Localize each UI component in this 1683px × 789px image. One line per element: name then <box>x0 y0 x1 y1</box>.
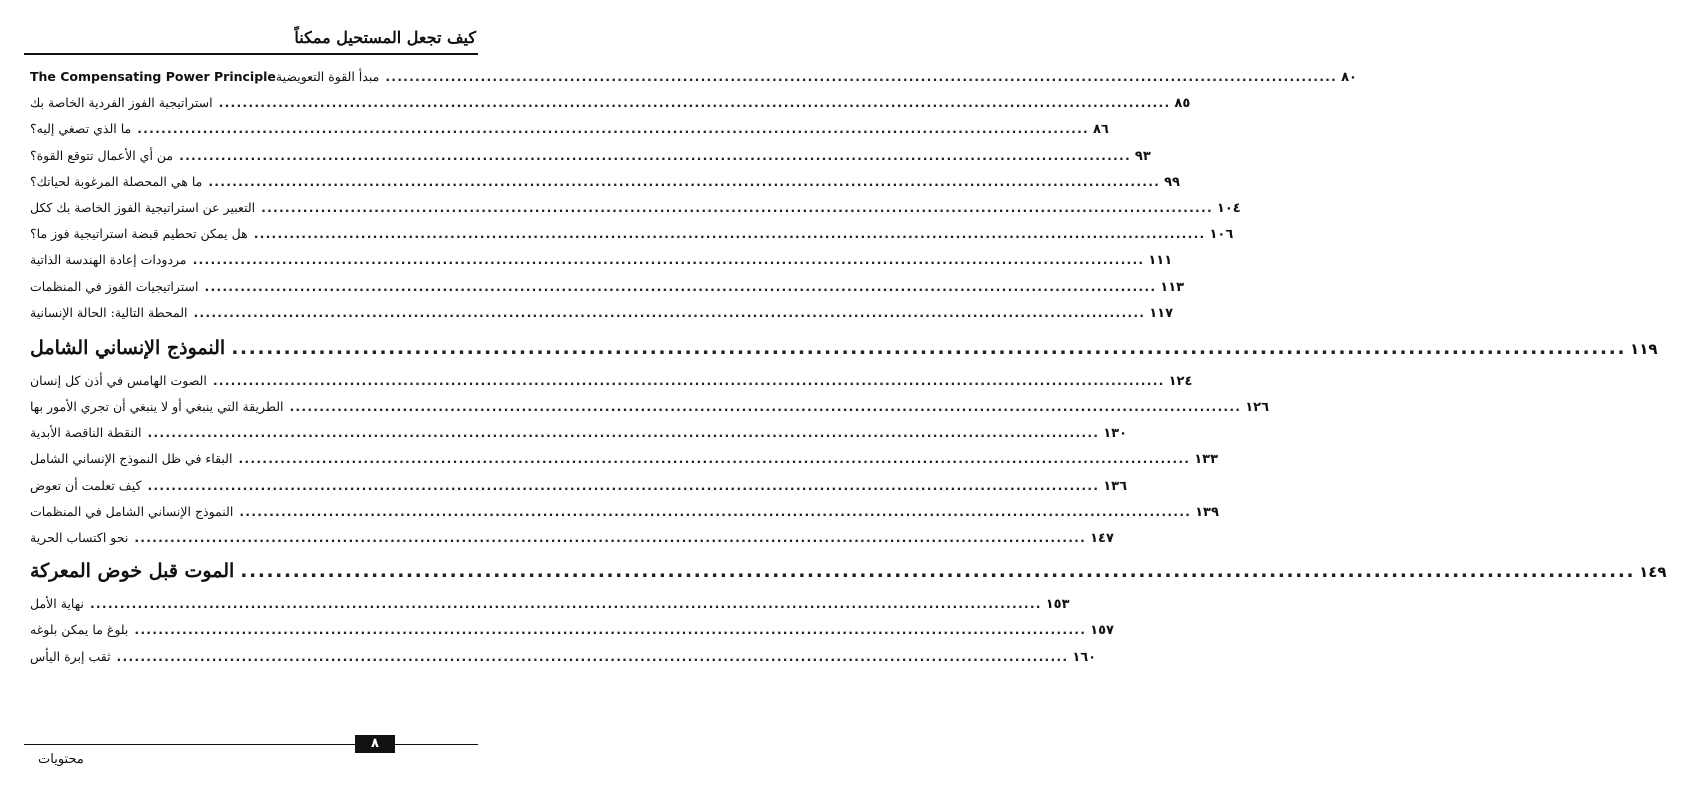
dot-leader: ................................................................................................................................................................ <box>192 252 1145 268</box>
toc-entry-row <box>30 420 1128 446</box>
toc-page-number: ١٢٦ <box>1245 400 1270 416</box>
toc-title-text: بلوغ ما يمكن بلوغه <box>30 622 129 638</box>
toc-title-text: ما هي المحصلة المرغوبة لحياتك؟ <box>30 173 203 189</box>
toc-entry-title <box>30 274 199 300</box>
toc-page-number: ١٤٧ <box>1090 531 1114 546</box>
toc-page-number: ١٤٩ <box>1639 563 1667 582</box>
toc-entry-title <box>30 473 141 499</box>
header-rule <box>24 53 478 55</box>
toc-page-number: ١٥٧ <box>1090 623 1114 639</box>
toc-title-text: استراتيجيات الفوز في المنظمات <box>30 278 199 294</box>
toc-page-number: ٩٩ <box>1164 174 1180 190</box>
toc-entry-title <box>30 90 213 116</box>
toc-entry-row <box>30 446 1219 472</box>
dot-leader: ................................................................................................................................................................ <box>240 560 1636 583</box>
footer-section-label: محتويات <box>38 752 84 767</box>
toc-page-number: ٨٦ <box>1092 122 1109 138</box>
toc-title-text: التعبير عن استراتيجية الفوز الخاصة بك ككل <box>30 199 256 215</box>
toc-page-number: ١٢٤ <box>1168 373 1193 389</box>
toc-page-number: ١٣٣ <box>1194 452 1219 468</box>
toc-entry-row <box>30 116 1109 142</box>
toc-page-number: ١١٩ <box>1630 339 1658 358</box>
dot-leader: ................................................................................................................................................................ <box>253 226 1206 242</box>
toc-title-text: البقاء في ظل النموذج الإنساني الشامل <box>30 451 233 467</box>
toc-page-number: ١١٣ <box>1160 279 1185 295</box>
toc-title-text: كيف تعلمت أن تعوض <box>30 477 142 493</box>
toc-page-number: ١٠٤ <box>1216 200 1241 216</box>
toc-entry-row <box>30 195 1241 221</box>
toc-entry-title <box>30 420 141 446</box>
toc-entry-row <box>30 525 1114 551</box>
dot-leader: ................................................................................................................................................................ <box>193 304 1146 320</box>
dot-leader: ................................................................................................................................................................ <box>179 147 1131 163</box>
toc-entry-row <box>30 617 1114 643</box>
toc-title-text: الصوت الهامس في أذن كل إنسان <box>30 372 207 388</box>
toc-page-number: ١٠٦ <box>1209 227 1234 243</box>
toc-page-number: ٨٠ <box>1341 70 1357 85</box>
footer-rule <box>24 744 478 745</box>
toc-entry-title <box>30 525 128 551</box>
toc-title-text: النموذج الإنساني الشامل في المنظمات <box>30 503 234 519</box>
toc-page-number: ١١١ <box>1148 253 1173 269</box>
dot-leader: ................................................................................................................................................................ <box>147 477 1100 493</box>
toc-chapter-title <box>30 551 234 591</box>
toc-entry-row <box>30 499 1219 525</box>
dot-leader: ................................................................................................................................................................ <box>218 95 1171 111</box>
dot-leader: ................................................................................................................................................................ <box>208 173 1161 189</box>
toc-title-text: المحطة التالية: الحالة الإنسانية <box>30 304 188 320</box>
dot-leader: ................................................................................................................................................................ <box>116 648 1069 664</box>
toc-entry-row <box>30 169 1180 195</box>
toc-entry-row <box>30 221 1234 247</box>
toc-entry-row <box>30 394 1270 420</box>
dot-leader: ................................................................................................................................................................ <box>261 199 1213 215</box>
toc-entry-row <box>30 591 1070 617</box>
toc-chapter-title <box>30 328 225 368</box>
toc-title-text: الموت قبل خوض المعركة <box>30 560 235 583</box>
toc-title-text: هل يمكن تحطيم قبضة استراتيجية فوز ما؟ <box>30 226 248 242</box>
toc-entry-title <box>30 221 248 247</box>
toc-entry-title <box>30 247 187 273</box>
toc-title-latin: The Compensating Power Principle <box>30 69 276 84</box>
toc-title-text: نحو اكتساب الحرية <box>30 530 129 545</box>
dot-leader: ................................................................................................................................................................ <box>89 596 1042 612</box>
toc-page-number: ١٣٠ <box>1103 426 1128 442</box>
dot-leader: ................................................................................................................................................................ <box>238 451 1191 467</box>
toc-title-text: ثقب إبرة اليأس <box>30 648 111 664</box>
toc-entry-row <box>30 300 1174 326</box>
dot-leader: ................................................................................................................................................................ <box>212 372 1165 388</box>
toc-chapter-row <box>30 328 1658 368</box>
toc-title-text: نهاية الأمل <box>30 596 84 612</box>
toc-title-text: النقطة الناقصة الأبدية <box>30 425 142 441</box>
toc-title-text: ما الذي تصغي إليه؟ <box>30 121 132 137</box>
toc-page-number: ١٥٣ <box>1045 597 1070 613</box>
book-title-header: كيف تجعل المستحيل ممكناً <box>294 28 476 47</box>
toc-entry-title <box>30 64 379 90</box>
dot-leader: ................................................................................................................................................................ <box>231 336 1627 359</box>
toc-entry-row <box>30 143 1151 169</box>
toc-page-number: ١١٧ <box>1149 305 1174 321</box>
dot-leader: ................................................................................................................................................................ <box>289 399 1242 415</box>
dot-leader: ................................................................................................................................................................ <box>239 503 1192 519</box>
toc-title-text: مردودات إعادة الهندسة الذاتية <box>30 252 187 268</box>
dot-leader: ................................................................................................................................................................ <box>137 121 1089 137</box>
toc-entry-title <box>30 617 128 643</box>
toc-entry-title <box>30 368 207 394</box>
toc-entry-row <box>30 247 1173 273</box>
toc-entry-title <box>30 143 173 169</box>
toc-page-number: ١٣٩ <box>1195 504 1219 520</box>
toc-title-text: من أي الأعمال تتوقع القوة؟ <box>30 147 174 163</box>
toc-chapter-row <box>30 551 1667 591</box>
toc-title-text: استراتيجية الفوز الفردية الخاصة بك <box>30 95 213 111</box>
toc-entry-title <box>30 394 283 420</box>
toc-title-text: مبدأ القوة التعويضية <box>275 69 380 84</box>
toc-entry-row <box>30 473 1128 499</box>
dot-leader: ................................................................................................................................................................ <box>134 530 1087 545</box>
toc-entry-title <box>30 116 131 142</box>
page-number-badge: ٨ <box>355 735 395 753</box>
toc-title-text: النموذج الإنساني الشامل <box>30 336 226 359</box>
dot-leader: ................................................................................................................................................................ <box>204 278 1157 294</box>
toc-page-number: ٩٣ <box>1134 148 1151 164</box>
toc-entry-title <box>30 169 202 195</box>
toc-page-number: ١٦٠ <box>1072 649 1097 665</box>
toc-entry-row <box>30 644 1097 670</box>
dot-leader: ................................................................................................................................................................ <box>147 425 1100 441</box>
toc-entry-row <box>30 90 1191 116</box>
toc-entry-title <box>30 195 255 221</box>
toc-entry-row <box>30 368 1193 394</box>
toc-entry-title <box>30 300 187 326</box>
toc-title-text: الطريقة التي ينبغي أو لا ينبغي أن تجري الأمور بها <box>30 399 284 415</box>
toc-entry-row <box>30 274 1185 300</box>
table-of-contents <box>30 64 1667 670</box>
dot-leader: ................................................................................................................................................................ <box>385 69 1338 84</box>
toc-entry-title <box>30 499 233 525</box>
toc-entry-title <box>30 446 232 472</box>
dot-leader: ................................................................................................................................................................ <box>134 622 1087 638</box>
toc-entry-title <box>30 591 84 617</box>
toc-page-number: ١٣٦ <box>1103 478 1128 494</box>
toc-page-number: ٨٥ <box>1174 96 1191 112</box>
toc-entry-row <box>30 64 1357 90</box>
toc-entry-title <box>30 644 111 670</box>
